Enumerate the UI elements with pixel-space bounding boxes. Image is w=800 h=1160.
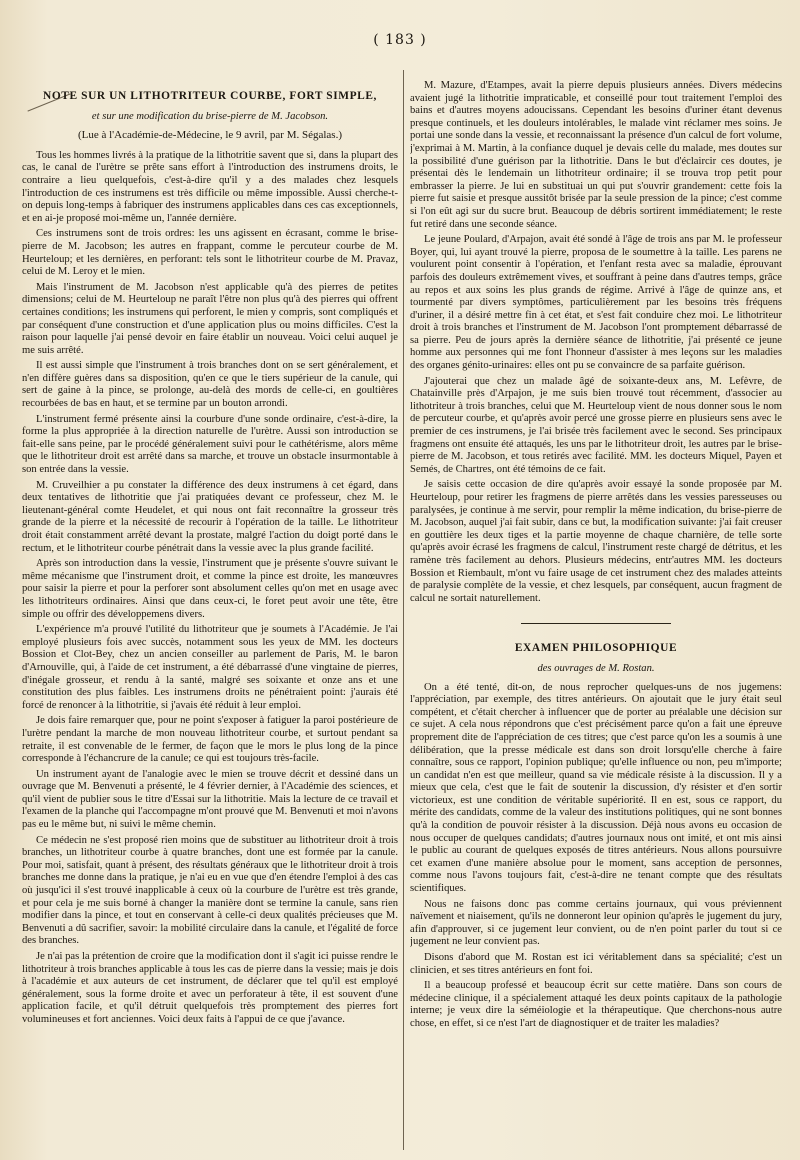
section-divider: [521, 623, 671, 624]
paragraph: L'instrument fermé présente ainsi la courbure d'une sonde ordinaire, c'est-à-dire, la forme la plus appropriée à la direction naturelle de l'urètre. Aussi son introduction se fait-elle sans peine, par le procédé généralement suivi pour le cathétérisme, alors même que le lithotriteur droit est arrêté dans sa marche, et trouve un obstacle insurmontable à son entrée dans la vessie.: [22, 413, 398, 476]
paragraph: Il est aussi simple que l'instrument à trois branches dont on se sert généralement, et n'en diffère guères dans sa disposition, qu'en ce que le tiers supérieur de la canule, qui sert de gaine à la pince, se prolonge, au-delà des mords de celle-ci, en goultières recourbées de bas en haut, et se termine par un bouton arrondi.: [22, 360, 398, 410]
paragraph: M. Cruveilhier a pu constater la différence des deux instrumens à cet égard, dans deux tentatives de lithotritie que j'ai pratiquées devant ce professeur, chez M. le lieutenant-général comte Heudelet, et qui nous ont fait reconnaître la grosseur très grande de la pierre et la nécessité de recourir à l'opération de la taille. Le lithotriteur droit était constamment arrêté devant la prostate, malgré l'action du doigt porté dans le rectum, et le lithotriteur courbe pénétrait dans la vessie avec la plus grande facilité.: [22, 479, 398, 554]
page-number: ( 183 ): [373, 32, 427, 48]
article-subtitle: et sur une modification du brise-pierre de M. Jacobson.: [91, 110, 329, 122]
paragraph: On a été tenté, dit-on, de nous reprocher quelques-uns de nos jugemens: l'appréciation, par exemple, des titres antérieurs. On ajoutait que le jury était seul compétent, et c'était chercher à influencer que de porter au préalable une décision sur ce sujet. A cela nous répondrons que c'est précisément parce qu'on a fait une épreuve proprement dite de l'appréciation de ces titres; que c'est parce qu'on les a soumis à une délibération, que la presse médicale est dans son droit lorsqu'elle cherche à faire connaître, sous ce rapport, l'opinion publique; qu'elle influence ou non, peu m'importe; un candidat n'en est que meilleur, quand sa vie médicale résiste à la discussion. Il y a mieux que cela, c'est que le fait de soutenir la discussion, d'y résister et d'en sortir victorieux, est une condition de véritable supériorité. Il en est, sous ce rapport, du mérite des candidats, comme de la valeur des institutions politiques, qui ne sont bonnes qu'à la condition de pouvoir résister à la discussion. Déjà nous avons eu occasion de nous occuper de quelques candidats; d'autres journaux nous ont imité, et ont mis ainsi le public au courant de quelques exposés de titres antérieurs. Nous allons poursuivre cet examen d'une manière absolue pour le moment, sans acception de personnes, comme nous l'avons toujours fait, c'est-à-dire ne tenant compte que des résultats scientifiques.: [410, 681, 782, 895]
paragraph: Après son introduction dans la vessie, l'instrument que je présente s'ouvre suivant le même mécanisme que l'instrument droit, et comme la pince est droite, les manœuvres pour saisir la pierre et pour la perforer sont absolument celles qu'on met en usage avec les lithotriteurs ordinaires. Ainsi que dans ceux-ci, le foret peut avoir une tête, être simple ou offrir des développemens divers.: [22, 558, 398, 620]
paragraph: M. Mazure, d'Etampes, avait la pierre depuis plusieurs années. Divers médecins avaient jugé la lithotritie impraticable, et conseillé pour tout traitement l'emploi des bains et d'autres moyens adoucissans. Cependant les besoins d'uriner étant devenus presque continuels, et les douleurs intolérables, le malade vint réclamer mes soins. Je portai une sonde dans la vessie, et reconnaissant la présence d'un calcul de fort volume, j'exprimai à M. Martin, à la confiance duquel je devais celle du malade, mes doutes sur la possibilité d'une guérison par la lithotritie. Dans le but d'éclaircir ces doutes, je présentai dès le lendemain un lithotriteur ordinaire; il se trouva trop petit pour embrasser la pierre. Je lui en substituai un qui put s'ouvrir grandement: cette fois la pierre fut saisie et presque aussitôt brisée par la seule pression de la pince; c'est comme si l'on eût agi sur du sucre brut. Beaucoup de débris sortirent immédiatement; le reste fut retiré dans une seconde séance.: [410, 80, 782, 230]
paragraph: Tous les hommes livrés à la pratique de la lithotritie savent que si, dans la plupart des cas, le canal de l'urètre se prête sans effort à l'introduction des instrumens droits, le contraire a lieu quelquefois, c'est-à-dire qu'il y a des malades chez lesquels l'introduction de ces instrumens est très difficile ou même impossible. Aussi cherche-t-on depuis long-temps à fabriquer des instrumens applicables dans ces cas exceptionnels, et en ai-je proposé moi-même un, l'année dernière.: [22, 149, 398, 224]
paragraph: Je n'ai pas la prétention de croire que la modification dont il s'agit ici puisse rendre le lithotriteur à trois branches applicable à tous les cas de pierre dans la vessie; mais je dois à l'académie et aux auteurs de cet instrument, de déclarer que tel qu'il est employé généralement, sous la forme droite et avec un perforateur à tête, il est souvent d'une application facile, et qu'il détruit quelquefois très promptement des pierres fort volumineuses et fort anciennes. Voici deux faits à l'appui de ce que j'avance.: [22, 951, 398, 1025]
paragraph: Ces instrumens sont de trois ordres: les uns agissent en écrasant, comme le brise-pierre de M. Jacobson; les autres en frappant, comme le percuteur courbe de M. Heurteloup; et les dernières, en perforant: tels sont le lithotriteur courbe de M. Pravaz, celui de M. Leroy et le mien.: [22, 228, 398, 278]
column-divider: [403, 70, 404, 1150]
paragraph: Disons d'abord que M. Rostan est ici véritablement dans sa spécialité; c'est un clinicien, et ses titres antérieurs en font foi.: [410, 952, 782, 976]
section-title: EXAMEN PHILOSOPHIQUE: [514, 642, 678, 655]
paragraph: Ce médecin ne s'est proposé rien moins que de substituer au lithotriteur droit à trois branches, un lithotriteur courbe à quatre branches, dont une est formée par la canule. Pour moi, satisfait, quant à présent, des résultats généraux que le lithotriteur droit à trois branches me donne dans la pratique, je n'ai eu en vue que d'en étendre l'emploi à des cas où jusqu'ici il s'est trouvé inapplicable à ceux où la courbure de l'urètre est très grande, et pour cela je me suis borné à changer la manière dont se termine la canule, sans rien modifier dans la pince, et tout en conservant à celle-ci deux qualités précieuses que M. Benvenuti a dû sacrifier, savoir: la mobilité circulaire dans la canule, et l'égalité de force des branches.: [22, 834, 398, 947]
article-note: (Lue à l'Académie-de-Médecine, le 9 avril, par M. Ségalas.): [77, 129, 343, 142]
paragraph: L'expérience m'a prouvé l'utilité du lithotriteur que je soumets à l'Académie. Je l'ai employé plusieurs fois avec succès, notamment sous les yeux de MM. les docteurs Bossion et Clot-Bey, chez un ancien conseiller au parlement de Paris, M. le baron d'Arnouville, qui, à l'aide de cet instrument, a été débarrassé d'une vingtaine de pierres, d'inégale grosseur, et rendu à la santé, malgré ses soixante et onze ans et une constitution des plus faibles. Les instrumens droits ne pénétraient point: j'aurais été forcé de renoncer à la lithotritie, si j'avais été réduit à leur emploi.: [22, 624, 398, 711]
paragraph: J'ajouterai que chez un malade âgé de soixante-deux ans, M. Lefèvre, de Chatainville près d'Arpajon, je me suis bien trouvé tout récemment, d'associer au lithotriteur à trois branches, celui que M. Heurteloup vient de nous donner sous le nom de percuteur courbe, et qu'après avoir percé une grosse pierre en plusieurs sens avec le premier de ces instrumens, je l'ai brisée très facilement avec le second. Ses principaux fragmens ont ensuite été attaqués, les uns par le lithotriteur droit, les autres par le brise-pierre de M. Jacobson, et tous retirés avec facilité. MM. les docteurs Miquel, Payen et Semés, de Chartres, ont été témoins de ce fait.: [410, 375, 782, 475]
paragraph: Le jeune Poulard, d'Arpajon, avait été sondé à l'âge de trois ans par M. le professeur Boyer, qui, lui ayant trouvé la pierre, proposa de le soumettre à la taille. Les parens ne voulurent point consentir à l'opération, et l'enfant resta avec sa maladie, éprouvant parfois des douleurs extrêmement vives, et souffrant à peine dans d'autres temps, grâce au repos et aux soins les plus grands de régime. Arrivé à l'âge de quinze ans, et tourmenté par divers symptômes, particulièrement par les besoins très fréquens d'uriner, il a désiré mettre fin à cet état, et s'est fait conduire chez moi. Le lithotriteur droit à trois branches et l'instrument de M. Jacobson l'ont promptement débarrassé de sa pierre. Peu de jours après la dernière séance de lithotritie, j'ai présenté ce jeune homme aux personnes qui me font l'honneur d'assister à mes leçons sur les maladies des organes génito-urinaires: elles ont pu se convaincre de sa parfaite guérison.: [410, 234, 782, 372]
right-column: [410, 80, 782, 1160]
paragraph: Il a beaucoup professé et beaucoup écrit sur cette matière. Dans son cours de médecine clinique, il a spécialement attaqué les deux points capitaux de la pathologie interne; je veux dire la séméiologie et la thérapeutique. Que cherchons-nous autre chose, en effet, si ce n'est l'art de diagnostiquer et de traiter les maladies?: [410, 980, 782, 1029]
paragraph: Je dois faire remarquer que, pour ne point s'exposer à fatiguer la paroi postérieure de l'urètre pendant la marche de mon nouveau lithotriteur courbe, et surtout pendant sa retraite, il est convenable de le fermer, de façon que le mors le plus long de la pince corresponde à l'échancrure de la canule; ce qui est toujours très-facile.: [22, 715, 398, 765]
paragraph: Je saisis cette occasion de dire qu'après avoir essayé la sonde proposée par M. Heurteloup, pour retirer les fragmens de pierre arrêtés dans les vessies paresseuses ou paralysées, je continue à me servir, pour remplir la même indication, du brise-pierre de M. Jacobson, auquel j'ai fait subir, dans ce but, la modification suivante: j'ai fait creuser en gouttière les deux tiges et la partie moyenne de chaque charnière, de telle sorte qu'après avoir écrasé les fragmens de calcul, l'instrument reste chargé de détritus, et les ramène très facilement au dehors. Plusieurs médecins, entr'autres MM. les docteurs Bossion et Riembault, m'ont vu faire usage de cet instrument chez des malades atteints de paralysie complète de la vessie, et chez lesquels, par conséquent, aucun fragment de calcul ne sortait naturellement.: [410, 479, 782, 604]
article-title: NOTE SUR UN LITHOTRITEUR COURBE, FORT SIMPLE,: [43, 90, 377, 102]
paragraph: Nous ne faisons donc pas comme certains journaux, qui vous préviennent naïvement et niaisement, qu'ils ne donneront leur opinion qu'après le jugement du jury, afin d'approuver, si ce jugement leur convient, ou de n'en point parler du tout si ce jugement ne leur convient pas.: [410, 898, 782, 948]
paragraph: Un instrument ayant de l'analogie avec le mien se trouve décrit et dessiné dans un ouvrage que M. Benvenuti a présenté, le 4 février dernier, à l'Académie des sciences, et qu'il vient de publier sous le titre d'Essai sur la lithotritie. Mais la lecture de ce travail et l'examen de la planche qui l'accompagne m'ont prouvé que M. Benvenuti et moi n'avons pas eu le même but, ni suivi le même chemin.: [22, 768, 398, 831]
paragraph: Mais l'instrument de M. Jacobson n'est applicable qu'à des pierres de petites dimensions; celui de M. Heurteloup ne paraît l'être non plus qu'à des pierres qui offrent certaines conditions; les instrumens qui perforent, le mien y compris, sont compliqués et par conséquent d'une construction et d'une application plus ou moins difficiles. C'est la raison pour laquelle j'ai pensé devoir en faire établir un nouveau. Voici celui auquel je me suis arrêté.: [22, 281, 398, 356]
left-column: [22, 72, 398, 1152]
section-subtitle: des ouvrages de M. Rostan.: [537, 662, 655, 674]
